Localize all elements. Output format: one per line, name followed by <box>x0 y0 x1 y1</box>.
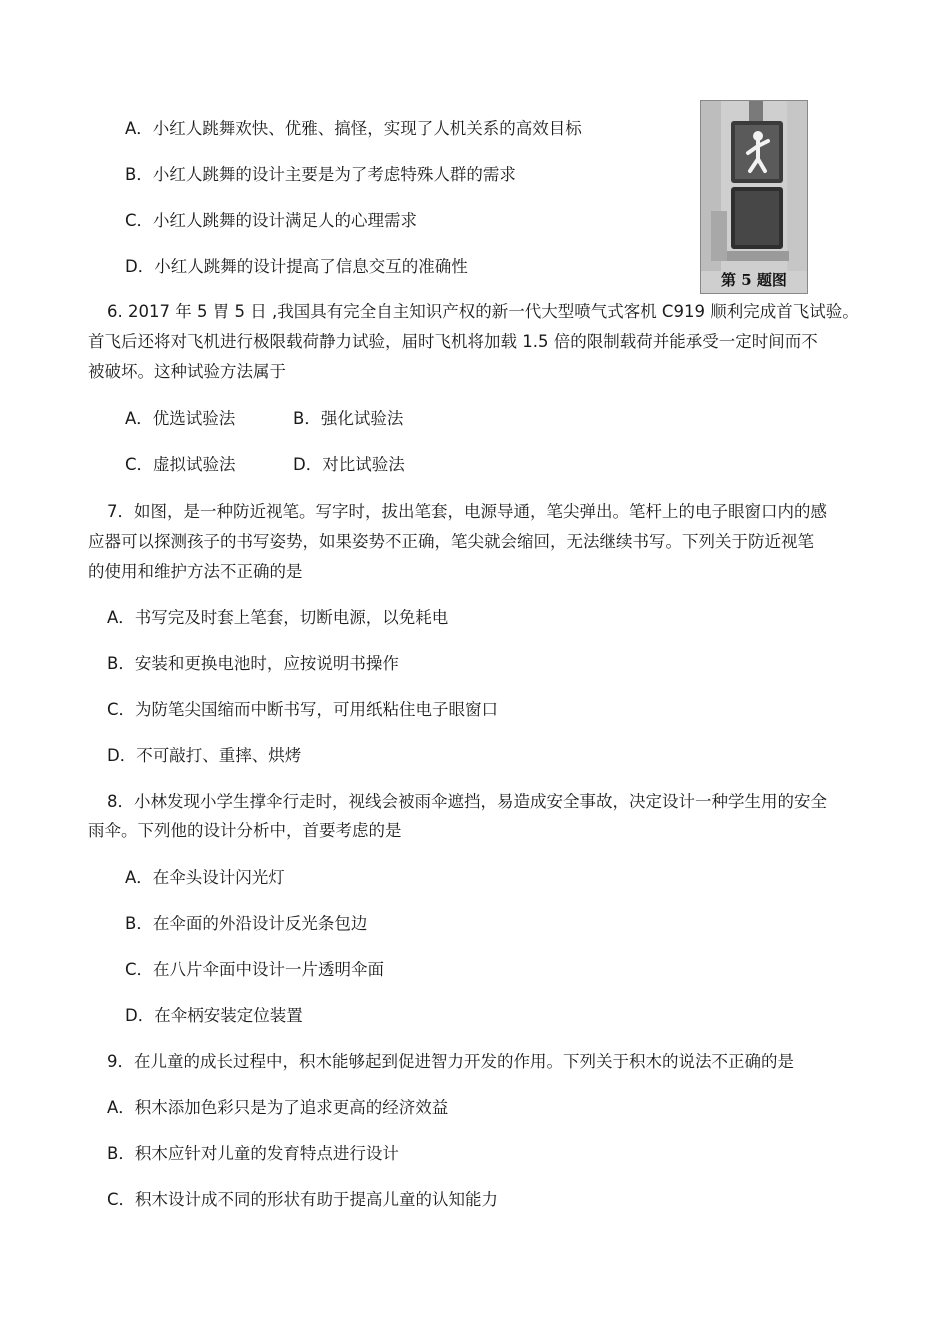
q5-option-c: C．小红人跳舞的设计满足人的心理需求 <box>125 211 418 230</box>
q7-stem-line-2: 应器可以探测孩子的书写姿势，如果姿势不正确，笔尖就会缩回，无法继续书写。下列关于防近视笔 <box>88 532 814 551</box>
traffic-light-image <box>701 101 807 293</box>
q8-option-d: D．在伞柄安装定位装置 <box>125 1006 303 1025</box>
q8-option-b: B．在伞面的外沿设计反光条包边 <box>125 914 368 933</box>
q5-option-b: B．小红人跳舞的设计主要是为了考虑特殊人群的需求 <box>125 165 516 184</box>
q7-stem-line-1: 7．如图，是一种防近视笔。写字时，拔出笔套，电源导通，笔尖弹出。笔杆上的电子眼窗口内的感 <box>107 502 827 521</box>
q6-option-a: A．优选试验法 <box>125 409 236 428</box>
q7-option-b: B．安装和更换电池时，应按说明书操作 <box>107 654 399 673</box>
q9-option-c: C．积木设计成不同的形状有助于提高儿童的认知能力 <box>107 1190 499 1209</box>
q5-figure-caption: 第 5 题图 <box>721 271 787 289</box>
q5-option-a: A．小红人跳舞欢快、优雅、搞怪，实现了人机关系的高效目标 <box>125 119 582 138</box>
q7-option-c: C．为防笔尖国缩而中断书写，可用纸粘住电子眼窗口 <box>107 700 499 719</box>
q6-stem-line-3: 被破坏。这种试验方法属于 <box>88 362 286 381</box>
q9-stem-line-1: 9．在儿童的成长过程中，积木能够起到促进智力开发的作用。下列关于积木的说法不正确的是 <box>107 1052 794 1071</box>
q8-stem-line-2: 雨伞。下列他的设计分析中，首要考虑的是 <box>88 821 402 840</box>
q8-stem-line-1: 8．小林发现小学生撑伞行走时，视线会被雨伞遮挡，易造成安全事故，决定设计一种学生用的安全 <box>107 792 827 811</box>
q9-option-b: B．积木应针对儿童的发育特点进行设计 <box>107 1144 399 1163</box>
q7-stem-line-3: 的使用和维护方法不正确的是 <box>88 562 303 581</box>
q6-stem-line-2: 首飞后还将对飞机进行极限载荷静力试验，届时飞机将加载 1.5 倍的限制载荷并能承受一定时间而不 <box>88 332 818 351</box>
q8-option-a: A．在伞头设计闪光灯 <box>125 868 285 887</box>
q5-option-d: D．小红人跳舞的设计提高了信息交互的准确性 <box>125 257 468 276</box>
q7-option-a: A．书写完及时套上笔套，切断电源，以免耗电 <box>107 608 449 627</box>
q6-option-d: D．对比试验法 <box>293 455 405 474</box>
q7-option-d: D．不可敲打、重摔、烘烤 <box>107 746 302 765</box>
q9-option-a: A．积木添加色彩只是为了追求更高的经济效益 <box>107 1098 449 1117</box>
q8-option-c: C．在八片伞面中设计一片透明伞面 <box>125 960 385 979</box>
q6-stem-line-1: 6. 2017 年 5 胃 5 日 ,我国具有完全自主知识产权的新一代大型喷气式客机 C919 顺利完成首飞试验。 <box>107 302 859 321</box>
q5-figure-traffic-light <box>700 100 808 294</box>
q6-option-c: C．虚拟试验法 <box>125 455 236 474</box>
q6-option-b: B．强化试验法 <box>293 409 404 428</box>
